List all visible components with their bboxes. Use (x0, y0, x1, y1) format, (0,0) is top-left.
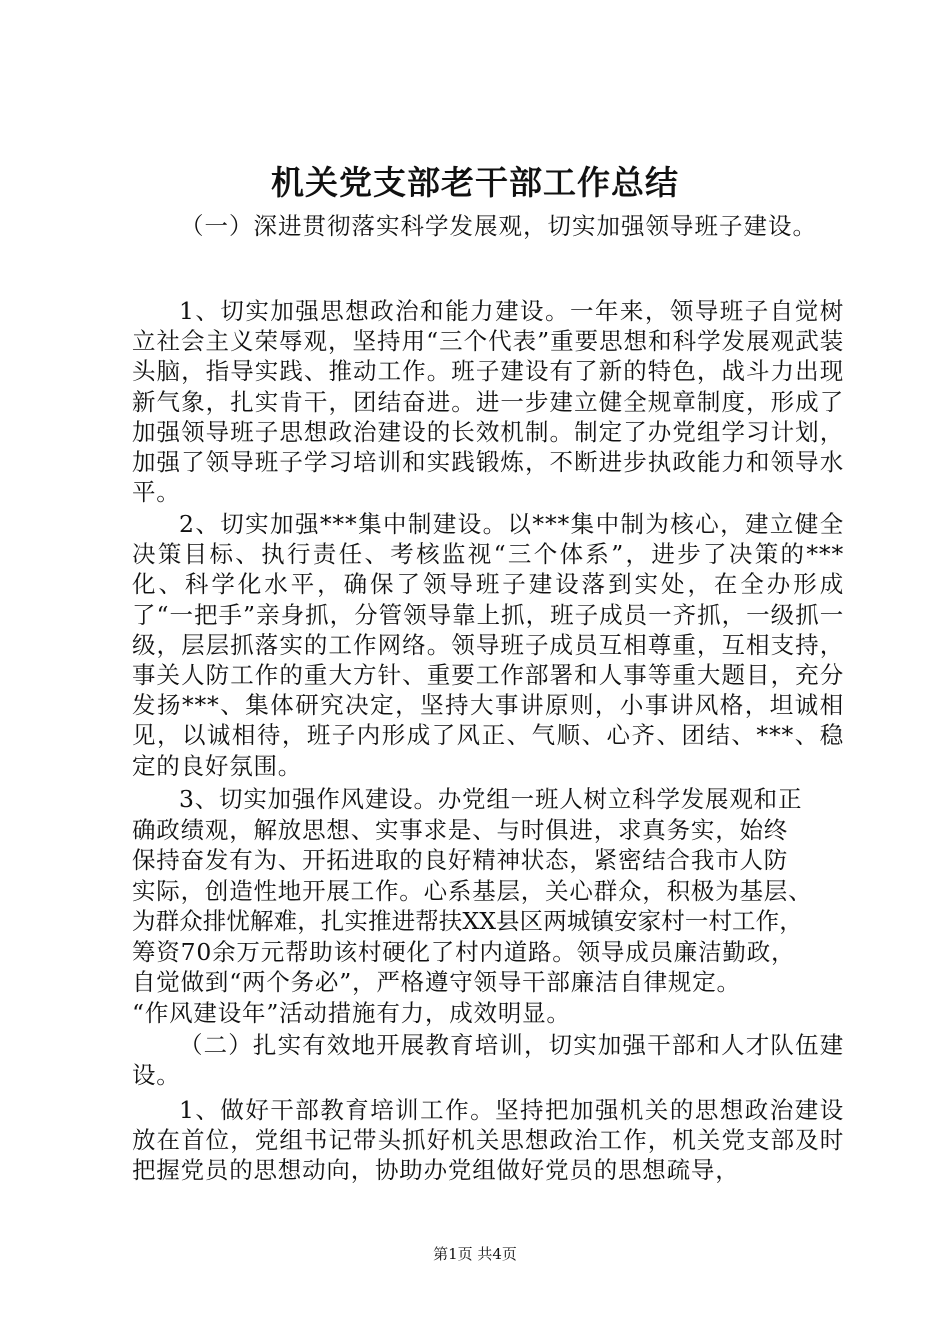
paragraph-3-line: 实际，创造性地开展工作。心系基层，关心群众，积极为基层、 (132, 877, 813, 905)
paragraph-2: 2、切实加强***集中制建设。以***集中制为核心，建立健全决策目标、执行责任、考核监视“三个体系”，进步了决策的***化、科学化水平，确保了领导班子建设落到实处，在全办形成了“一把手”亲身抓，分管领导靠上抓，班子成员一齐抓，一级抓一级，层层抓落实的工作网络。领导班子成员互相尊重，互相支持，事关人防工作的重大方针、重要工作部署和人事等重大题目，充分发扬***、集体研究决定，坚持大事讲原则，小事讲风格，坦诚相见，以诚相待，班子内形成了风正、气顺、心齐、团结、***、稳定的良好氛围。 (132, 510, 844, 780)
paragraph-3-line: 为群众排忧解难，扎实推进帮扶XX县区两城镇安家村一村工作， (132, 907, 803, 935)
document-title: 机关党支部老干部工作总结 (271, 163, 679, 202)
paragraph-4: 1、做好干部教育培训工作。坚持把加强机关的思想政治建设放在首位，党组书记带头抓好机关思想政治工作，机关党支部及时把握党员的思想动向，协助办党组做好党员的思想疏导， (132, 1096, 844, 1185)
paragraph-1: 1、切实加强思想政治和能力建设。一年来，领导班子自觉树立社会主义荣辱观，坚持用“三个代表”重要思想和科学发展观武装头脑，指导实践、推动工作。班子建设有了新的特色，战斗力出现新气象，扎实肯干，团结奋进。进一步建立健全规章制度，形成了加强领导班子思想政治建设的长效机制。制定了办党组学习计划，加强了领导班子学习培训和实践锻炼，不断进步执政能力和领导水平。 (132, 297, 844, 507)
section-heading-1: （一）深进贯彻落实科学发展观，切实加强领导班子建设。 (180, 212, 817, 240)
paragraph-3-line: 筹资70余万元帮助该村硬化了村内道路。领导成员廉洁勤政， (132, 938, 796, 966)
paragraph-3-line: 保持奋发有为、开拓进取的良好精神状态，紧密结合我市人防 (132, 846, 789, 874)
page-number: 第1页 共4页 (433, 1245, 517, 1263)
paragraph-3-line: “作风建设年”活动措施有力，成效明显。 (132, 999, 571, 1027)
section-heading-2: （二）扎实有效地开展教育培训，切实加强干部和人才队伍建设。 (132, 1031, 844, 1090)
paragraph-3-line: 确政绩观，解放思想、实事求是、与时俱进，求真务实，始终 (132, 816, 789, 844)
paragraph-3-line: 3、切实加强作风建设。办党组一班人树立科学发展观和正 (179, 785, 803, 813)
paragraph-3-line: 自觉做到“两个务必”，严格遵守领导干部廉洁自律规定。 (132, 968, 741, 996)
